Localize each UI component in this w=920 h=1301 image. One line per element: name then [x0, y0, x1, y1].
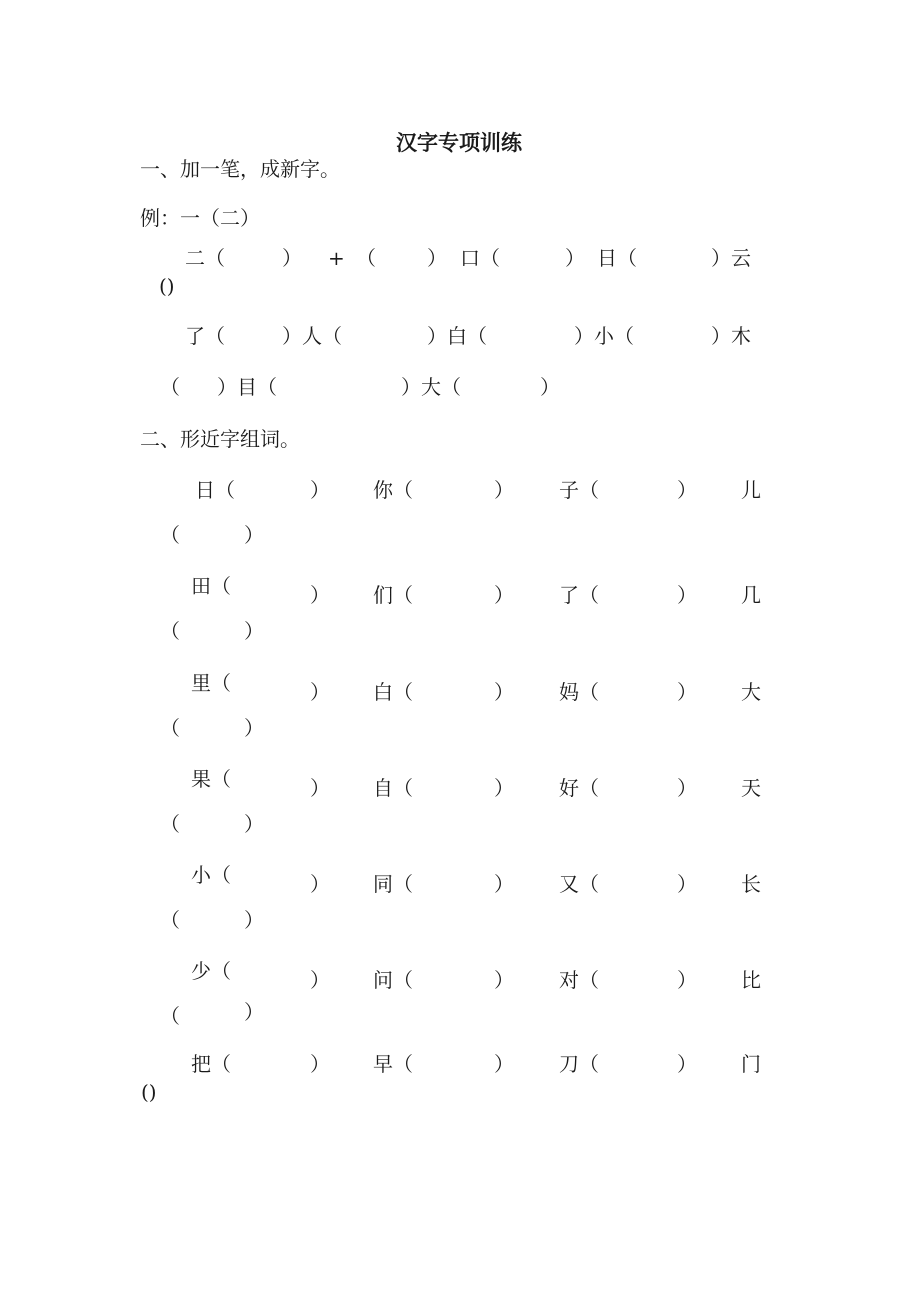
s2-close: ）: [310, 680, 330, 704]
s2-close: ）: [494, 776, 514, 800]
s2-close: ）: [244, 1000, 264, 1024]
s2-close: ）: [677, 583, 697, 607]
s2-close: ）: [244, 716, 264, 740]
s2-wrap-open: （: [160, 619, 180, 643]
s2-word-d: 几: [741, 583, 761, 607]
s2-close: ）: [310, 872, 330, 896]
s1-l3-item: （: [160, 375, 180, 399]
s2-close: ）: [494, 478, 514, 502]
s2-close: ）: [677, 776, 697, 800]
s2-word-a: 日（: [195, 478, 235, 502]
s2-word-c: 子（: [559, 478, 599, 502]
s2-wrap-open: （: [160, 523, 180, 547]
s2-close: ）: [310, 968, 330, 992]
s2-word-c: 了（: [559, 583, 599, 607]
s2-close: ）: [494, 1052, 514, 1076]
s2-close: ）: [244, 812, 264, 836]
s2-word-a: 小（: [191, 863, 231, 887]
s1-l1-item: ）: [565, 246, 585, 270]
s2-word-a: 田（: [191, 574, 231, 598]
s2-word-b: 你（: [373, 478, 413, 502]
section1-heading: 一、加一笔，成新字。: [140, 157, 340, 181]
s2-last-wrap: (): [141, 1080, 157, 1104]
s1-l1-item: +: [328, 246, 345, 270]
s2-word-d: 儿: [741, 478, 761, 502]
s2-close: ）: [677, 872, 697, 896]
s2-word-d: 天: [741, 776, 761, 800]
s2-close: ）: [244, 908, 264, 932]
s2-word-b: 们（: [373, 583, 413, 607]
s2-word-d: 大: [741, 680, 761, 704]
s1-l1-item: ）: [427, 246, 447, 270]
s1-l2-item: ）小（: [574, 324, 634, 348]
s2-close: ）: [494, 872, 514, 896]
s2-close: ）: [494, 680, 514, 704]
s1-l1-item: ）: [282, 246, 302, 270]
s1-l2-item: 了（: [185, 324, 225, 348]
s2-close: ）: [310, 478, 330, 502]
s2-close: ）: [494, 583, 514, 607]
s2-close: ）: [310, 776, 330, 800]
s2-word-d: 长: [741, 872, 761, 896]
s2-close: ）: [677, 968, 697, 992]
s2-word-d: 比: [741, 968, 761, 992]
s2-word-a: 果（: [191, 767, 231, 791]
s1-l1-item: 日（: [597, 246, 637, 270]
s1-l3-item: ）目（: [217, 375, 277, 399]
s2-word-c: 妈（: [559, 680, 599, 704]
s2-word-a: 里（: [191, 671, 231, 695]
s1-l1-wrap: (): [159, 274, 175, 298]
s2-close: ）: [494, 968, 514, 992]
s1-l2-item: ）白（: [427, 324, 487, 348]
s2-close: ）: [310, 1052, 330, 1076]
s2-close: ）: [310, 583, 330, 607]
s2-close: ）: [244, 523, 264, 547]
s1-l1-item: 二（: [185, 246, 225, 270]
section2-heading: 二、形近字组词。: [140, 427, 300, 451]
s2-wrap-open: （: [160, 716, 180, 740]
s2-word-c: 刀（: [559, 1052, 599, 1076]
s2-word-b: 同（: [373, 872, 413, 896]
s2-wrap-open: （: [160, 812, 180, 836]
s2-word-b: 自（: [373, 776, 413, 800]
s1-l2-item: ）人（: [282, 324, 342, 348]
s2-wrap-open: （: [160, 1004, 180, 1028]
s2-word-a: 少（: [191, 959, 231, 983]
s1-l2-item: ）木: [711, 324, 751, 348]
s1-l3-item: ）: [540, 375, 560, 399]
s2-close: ）: [677, 680, 697, 704]
page-title: 汉字专项训练: [396, 131, 522, 155]
s2-close: ）: [677, 1052, 697, 1076]
section1-example: 例：一（二）: [140, 206, 260, 230]
s2-word-c: 好（: [559, 776, 599, 800]
s1-l1-item: 口（: [460, 246, 500, 270]
s1-l1-item: ）云: [711, 246, 751, 270]
s2-word-c: 又（: [559, 872, 599, 896]
s1-l1-item: （: [356, 246, 376, 270]
s1-l3-item: ）大（: [401, 375, 461, 399]
s2-word-c: 对（: [559, 968, 599, 992]
s2-word-a: 把（: [191, 1052, 231, 1076]
s2-word-b: 早（: [373, 1052, 413, 1076]
s2-word-b: 白（: [373, 680, 413, 704]
s2-word-d: 门: [741, 1052, 761, 1076]
s2-word-b: 问（: [373, 968, 413, 992]
s2-close: ）: [677, 478, 697, 502]
s2-close: ）: [244, 619, 264, 643]
s2-wrap-open: （: [160, 908, 180, 932]
